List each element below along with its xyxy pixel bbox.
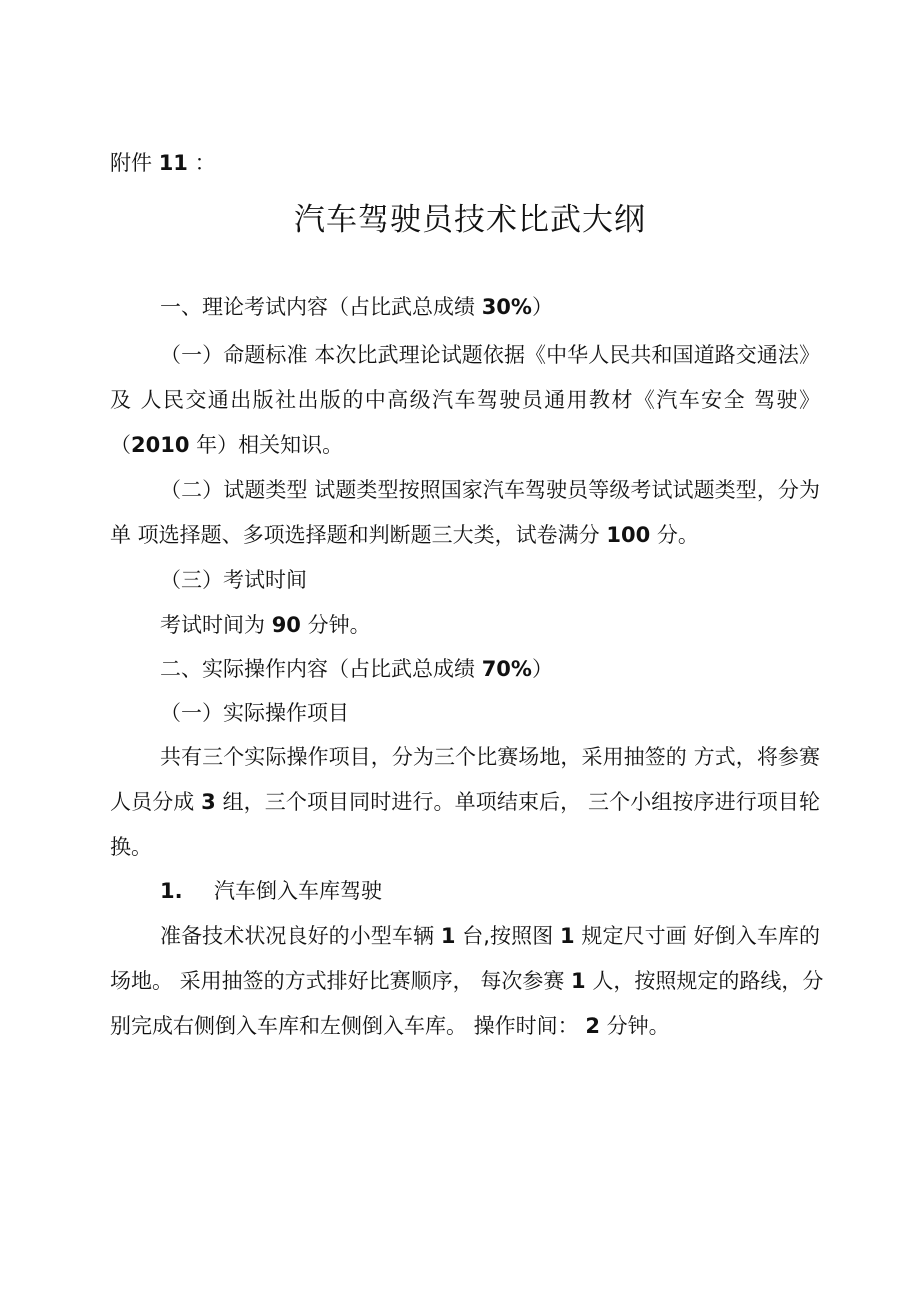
- s1-1-year: 2010: [131, 433, 190, 457]
- s1-2-line2: [110, 520, 820, 550]
- s1-2-line2-pre: 单 项选择题、多项选择题和判断题三大类，试卷满分: [110, 523, 607, 547]
- item-1-participant-count: 1: [571, 969, 586, 993]
- s2-1-heading: （一）实际操作项目: [160, 701, 349, 725]
- item-1-time-minutes: 2: [585, 1014, 600, 1038]
- item-1-line1-b: 台,按照图: [455, 924, 561, 948]
- item-1-line1: [160, 921, 820, 951]
- s1-3-heading: （三）考试时间: [160, 568, 307, 592]
- s2-1-line2-post: 组，三个项目同时进行。单项结束后， 三个小组按序进行项目轮: [215, 790, 820, 814]
- section-1-percentage: 30%: [481, 295, 532, 319]
- attachment-prefix: 附件: [110, 151, 152, 175]
- s2-1-line3: 换。: [110, 835, 152, 859]
- item-1-line2-a: 场地。 采用抽签的方式排好比赛顺序， 每次参赛: [110, 969, 572, 993]
- s2-1-line2-pre: 人员分成: [110, 790, 202, 814]
- s1-1-line2: 及 人民交通出版社出版的中高级汽车驾驶员通用教材《汽车安全 驾驶》: [110, 388, 820, 412]
- item-1-line1-a: 准备技术状况良好的小型车辆: [160, 924, 441, 948]
- document-title: 汽车驾驶员技术比武大纲: [294, 202, 646, 238]
- s1-1-line3: [110, 430, 820, 460]
- section-2-percentage: 70%: [481, 657, 532, 681]
- section-2-heading: [160, 654, 820, 684]
- section-1-heading: [160, 292, 820, 322]
- section-2-heading-text: 二、实际操作内容（占比武总成绩: [160, 657, 482, 681]
- s1-2-line1: （二）试题类型 试题类型按照国家汽车驾驶员等级考试试题类型，分为: [160, 478, 820, 502]
- s1-2-score: 100: [606, 523, 651, 547]
- item-1-vehicle-count: 1: [440, 924, 456, 948]
- item-1-heading: [160, 876, 820, 906]
- s1-3-body-pre: 考试时间为: [160, 613, 272, 637]
- item-1-heading-text: 汽车倒入车库驾驶: [214, 879, 382, 903]
- s2-1-line1: 共有三个实际操作项目，分为三个比赛场地，采用抽签的 方式，将参赛: [160, 745, 820, 769]
- s1-3-body: [160, 610, 820, 640]
- s1-1-line3-post: 年）相关知识。: [189, 433, 344, 457]
- s1-3-body-post: 分钟。: [300, 613, 371, 637]
- s2-1-groups: 3: [201, 790, 216, 814]
- s1-1-line1: （一）命题标准 本次比武理论试题依据《中华人民共和国道路交通法》: [160, 343, 820, 367]
- item-1-line3-a: 别完成右侧倒入车库和左侧倒入车库。 操作时间：: [110, 1014, 586, 1038]
- attachment-suffix: ：: [194, 151, 216, 175]
- item-1-line3: [110, 1011, 820, 1041]
- attachment-number: 11: [158, 151, 188, 175]
- s1-2-line2-post: 分。: [650, 523, 699, 547]
- item-1-number: 1.: [160, 879, 183, 903]
- section-1-heading-tail: ）: [531, 295, 553, 319]
- item-1-line2-b: 人，按照规定的路线，分: [585, 969, 824, 993]
- item-1-line1-c: 规定尺寸画 好倒入车库的: [574, 924, 820, 948]
- section-2-heading-tail: ）: [531, 657, 553, 681]
- item-1-line3-b: 分钟。: [599, 1014, 670, 1038]
- s1-3-minutes: 90: [271, 613, 301, 637]
- s1-1-line3-pre: （: [110, 433, 131, 457]
- item-1-figure-number: 1: [560, 924, 575, 948]
- item-1-line2: [110, 966, 824, 996]
- s2-1-line2: [110, 787, 820, 817]
- section-1-heading-text: 一、理论考试内容（占比武总成绩: [160, 295, 482, 319]
- attachment-label: [110, 148, 820, 178]
